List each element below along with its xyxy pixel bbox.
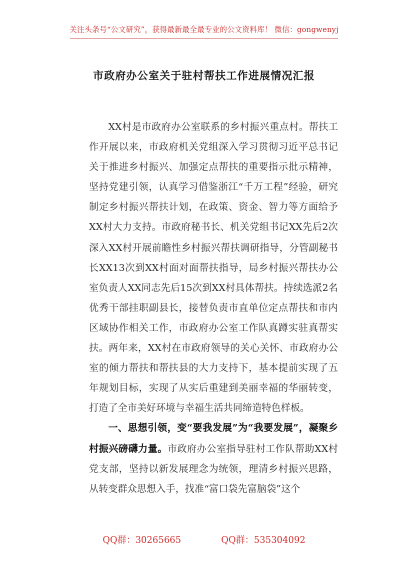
body-paragraph: XX村是市政府办公室联系的乡村振兴重点村。帮扶工作开展以来，市政府机关党组深入学习贯彻习近平总书记关于推进乡村振兴、加强定点帮扶的重要指示批示精神，坚持党建引领，认真学习借鉴浙江“千万工程”经验，研究制定乡村振兴帮扶计划，在政策、资金、智力等方面给予XX村大力支持。市政府秘书长、机关党组书记XX先后2次深入XX村开展前瞻性乡村振兴帮扶调研指导，分管副秘书长XX13次到XX村面对面帮扶指导，局乡村振兴帮扶办公室负责人XX同志先后15次到XX村具体帮扶。持续选派2名优秀干部挂职副县长，接替负责市直单位定点帮扶和市内区域协作相关工作，市政府办公室工作队真蹲实驻真帮实扶。两年来，XX村在市政府领导的关心关怀、市政府办公室的倾力帮扶和帮扶县的大力支持下，基本提前实现了五年规划目标，实现了从实后重建到美丽幸福的华丽转变，打造了全市美好环境与幸福生活共同缔造特色样板。 xyxy=(89,122,338,415)
body-paragraph xyxy=(89,419,338,499)
banner-divider xyxy=(70,38,338,39)
document-body xyxy=(89,118,338,500)
document-title: 市政府办公室关于驻村帮扶工作进展情况汇报 xyxy=(93,70,315,82)
qq-group-left: QQ群：30265665 xyxy=(102,536,182,546)
footer-contacts xyxy=(0,533,408,546)
section-heading: 一、思想引领，变“要我发展”为“我要发展”，凝聚乡村振兴磅礴力量。 xyxy=(89,423,338,455)
promo-banner: 关注头条号“公文研究”，获得最新最全最专业的公文资料库！ 微信：gongwenyj xyxy=(69,25,339,34)
qq-group-right: QQ群：535304092 xyxy=(221,536,306,546)
section-text: 市政府办公室指导驻村工作队帮助XX村党支部，坚持以新发展理念为统领，理清乡村振兴思路，从转变群众思想入手，找准“富口袋先富脑袋”这个 xyxy=(89,443,338,495)
